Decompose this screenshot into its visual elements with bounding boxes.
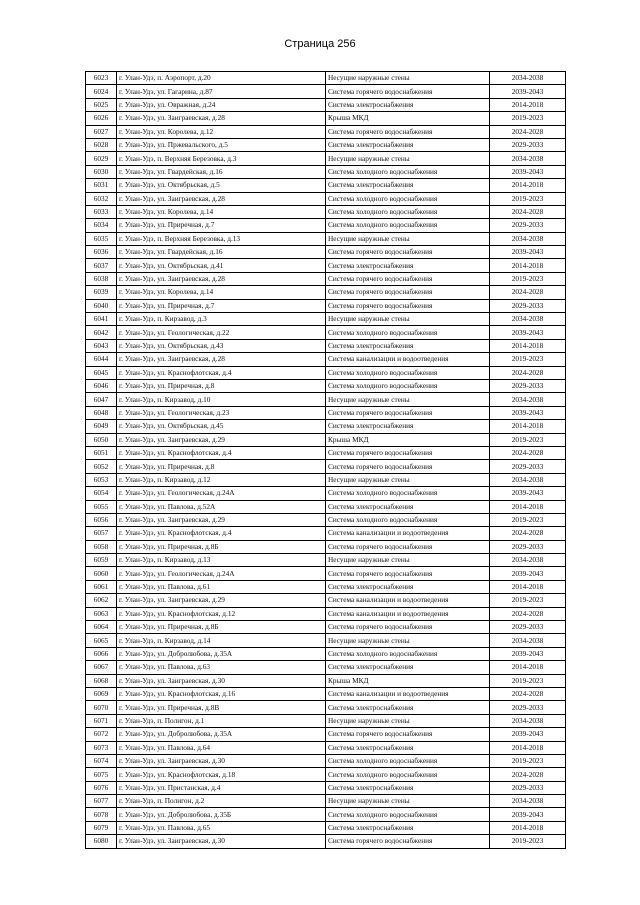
- period-cell: 2019-2023: [490, 112, 566, 125]
- period-cell: 2039-2043: [490, 246, 566, 259]
- work-type-cell: Несущие наружные стены: [326, 72, 490, 85]
- work-type-cell: Система холодного водоснабжения: [326, 192, 490, 205]
- period-cell: 2029-2033: [490, 460, 566, 473]
- table-row: [86, 179, 566, 192]
- work-type-cell: Система электроснабжения: [326, 701, 490, 714]
- row-number: 6047: [86, 393, 117, 406]
- row-number: 6075: [86, 768, 117, 781]
- address-cell: г. Улан-Удэ, ул. Пржевальского, д.5: [117, 138, 326, 151]
- table-row: [86, 313, 566, 326]
- row-number: 6074: [86, 754, 117, 767]
- page-title: Страница 256: [284, 38, 356, 50]
- table-row: [86, 286, 566, 299]
- address-cell: г. Улан-Удэ, ул. Приречная, д.7: [117, 219, 326, 232]
- table-row: [86, 246, 566, 259]
- work-type-cell: Система электроснабжения: [326, 580, 490, 593]
- address-cell: г. Улан-Удэ, ул. Гвардейская, д.16: [117, 165, 326, 178]
- work-type-cell: Система электроснабжения: [326, 138, 490, 151]
- row-number: 6064: [86, 621, 117, 634]
- row-number: 6049: [86, 420, 117, 433]
- period-cell: 2029-2033: [490, 299, 566, 312]
- address-cell: г. Улан-Удэ, п. Кирзавод, д.14: [117, 634, 326, 647]
- row-number: 6033: [86, 205, 117, 218]
- row-number: 6048: [86, 406, 117, 419]
- table-row: [86, 393, 566, 406]
- work-type-cell: Система канализации и водоотведения: [326, 607, 490, 620]
- address-cell: г. Улан-Удэ, ул. Геологическая, д.22: [117, 326, 326, 339]
- period-cell: 2034-2038: [490, 795, 566, 808]
- row-number: 6043: [86, 339, 117, 352]
- address-cell: г. Улан-Удэ, ул. Павлова, д.52А: [117, 500, 326, 513]
- period-cell: 2034-2038: [490, 634, 566, 647]
- address-cell: г. Улан-Удэ, п. Аэропорт, д.20: [117, 72, 326, 85]
- address-cell: г. Улан-Удэ, ул. Заиграевская, д.30: [117, 674, 326, 687]
- row-number: 6027: [86, 125, 117, 138]
- table-row: [86, 205, 566, 218]
- row-number: 6061: [86, 580, 117, 593]
- table-row: [86, 634, 566, 647]
- period-cell: 2039-2043: [490, 647, 566, 660]
- work-type-cell: Система холодного водоснабжения: [326, 379, 490, 392]
- period-cell: 2039-2043: [490, 85, 566, 98]
- address-cell: г. Улан-Удэ, ул. Пристанская, д.4: [117, 781, 326, 794]
- period-cell: 2019-2023: [490, 513, 566, 526]
- address-cell: г. Улан-Удэ, ул. Приречная, д.8Б: [117, 621, 326, 634]
- work-type-cell: Система канализации и водоотведения: [326, 594, 490, 607]
- address-cell: г. Улан-Удэ, ул. Заиграевская, д.28: [117, 192, 326, 205]
- table-row: [86, 647, 566, 660]
- table-row: [86, 754, 566, 767]
- work-type-cell: Система горячего водоснабжения: [326, 567, 490, 580]
- address-cell: г. Улан-Удэ, ул. Заиграевская, д.30: [117, 754, 326, 767]
- period-cell: 2029-2033: [490, 219, 566, 232]
- table-row: [86, 594, 566, 607]
- table-row: [86, 795, 566, 808]
- address-cell: г. Улан-Удэ, ул. Краснофлотская, д.18: [117, 768, 326, 781]
- work-type-cell: Несущие наружные стены: [326, 634, 490, 647]
- work-type-cell: Система электроснабжения: [326, 98, 490, 111]
- work-type-cell: Система холодного водоснабжения: [326, 754, 490, 767]
- table-row: [86, 714, 566, 727]
- period-cell: 2019-2023: [490, 433, 566, 446]
- period-cell: 2024-2028: [490, 527, 566, 540]
- row-number: 6073: [86, 741, 117, 754]
- table-row: [86, 232, 566, 245]
- row-number: 6028: [86, 138, 117, 151]
- table-row: [86, 728, 566, 741]
- work-type-cell: Система холодного водоснабжения: [326, 366, 490, 379]
- row-number: 6050: [86, 433, 117, 446]
- address-cell: г. Улан-Удэ, ул. Королева, д.12: [117, 125, 326, 138]
- work-type-cell: Система электроснабжения: [326, 661, 490, 674]
- address-cell: г. Улан-Удэ, ул. Заиграевская, д.29: [117, 433, 326, 446]
- table-row: [86, 540, 566, 553]
- work-type-cell: Система горячего водоснабжения: [326, 728, 490, 741]
- table-row: [86, 500, 566, 513]
- work-type-cell: Система холодного водоснабжения: [326, 647, 490, 660]
- period-cell: 2014-2018: [490, 179, 566, 192]
- table-row: [86, 353, 566, 366]
- row-number: 6071: [86, 714, 117, 727]
- period-cell: 2039-2043: [490, 487, 566, 500]
- row-number: 6039: [86, 286, 117, 299]
- row-number: 6056: [86, 513, 117, 526]
- work-type-cell: Система холодного водоснабжения: [326, 808, 490, 821]
- table-row: [86, 674, 566, 687]
- work-type-cell: Система горячего водоснабжения: [326, 621, 490, 634]
- work-type-cell: Несущие наружные стены: [326, 473, 490, 486]
- period-cell: 2029-2033: [490, 621, 566, 634]
- period-cell: 2039-2043: [490, 326, 566, 339]
- address-cell: г. Улан-Удэ, ул. Краснофлотская, д.16: [117, 687, 326, 700]
- period-cell: 2024-2028: [490, 687, 566, 700]
- period-cell: 2029-2033: [490, 540, 566, 553]
- period-cell: 2034-2038: [490, 72, 566, 85]
- work-type-cell: Система холодного водоснабжения: [326, 768, 490, 781]
- address-cell: г. Улан-Удэ, ул. Геологическая, д.23: [117, 406, 326, 419]
- row-number: 6063: [86, 607, 117, 620]
- address-cell: г. Улан-Удэ, ул. Добролюбова, д.35А: [117, 728, 326, 741]
- work-type-cell: Несущие наружные стены: [326, 393, 490, 406]
- row-number: 6023: [86, 72, 117, 85]
- address-cell: г. Улан-Удэ, п. Кирзавод, д.10: [117, 393, 326, 406]
- row-number: 6078: [86, 808, 117, 821]
- table-row: [86, 741, 566, 754]
- table-row: [86, 165, 566, 178]
- row-number: 6080: [86, 835, 117, 848]
- address-cell: г. Улан-Удэ, ул. Добролюбова, д.35А: [117, 647, 326, 660]
- address-cell: г. Улан-Удэ, ул. Октябрьская, д.43: [117, 339, 326, 352]
- table-row: [86, 607, 566, 620]
- table-row: [86, 72, 566, 85]
- row-number: 6059: [86, 554, 117, 567]
- period-cell: 2024-2028: [490, 768, 566, 781]
- period-cell: 2034-2038: [490, 714, 566, 727]
- work-type-cell: Система холодного водоснабжения: [326, 513, 490, 526]
- row-number: 6038: [86, 272, 117, 285]
- period-cell: 2039-2043: [490, 567, 566, 580]
- period-cell: 2014-2018: [490, 741, 566, 754]
- table-row: [86, 85, 566, 98]
- period-cell: 2014-2018: [490, 339, 566, 352]
- work-type-cell: Система канализации и водоотведения: [326, 527, 490, 540]
- row-number: 6044: [86, 353, 117, 366]
- table-row: [86, 527, 566, 540]
- period-cell: 2014-2018: [490, 420, 566, 433]
- row-number: 6070: [86, 701, 117, 714]
- address-cell: г. Улан-Удэ, ул. Октябрьская, д.41: [117, 259, 326, 272]
- registry-table: [85, 71, 566, 849]
- address-cell: г. Улан-Удэ, ул. Павлова, д.64: [117, 741, 326, 754]
- work-type-cell: Система канализации и водоотведения: [326, 687, 490, 700]
- table-row: [86, 446, 566, 459]
- row-number: 6045: [86, 366, 117, 379]
- work-type-cell: Система горячего водоснабжения: [326, 125, 490, 138]
- period-cell: 2019-2023: [490, 192, 566, 205]
- work-type-cell: Система канализации и водоотведения: [326, 353, 490, 366]
- table-row: [86, 98, 566, 111]
- address-cell: г. Улан-Удэ, ул. Гагарина, д.87: [117, 85, 326, 98]
- table-row: [86, 621, 566, 634]
- period-cell: 2029-2033: [490, 138, 566, 151]
- table-row: [86, 379, 566, 392]
- period-cell: 2014-2018: [490, 661, 566, 674]
- table-row: [86, 125, 566, 138]
- table-row: [86, 112, 566, 125]
- address-cell: г. Улан-Удэ, ул. Приречная, д.7: [117, 299, 326, 312]
- period-cell: 2024-2028: [490, 286, 566, 299]
- address-cell: г. Улан-Удэ, ул. Павлова, д.61: [117, 580, 326, 593]
- table-row: [86, 687, 566, 700]
- work-type-cell: Несущие наружные стены: [326, 313, 490, 326]
- table-row: [86, 513, 566, 526]
- row-number: 6052: [86, 460, 117, 473]
- registry-table-body: [86, 72, 566, 849]
- table-row: [86, 768, 566, 781]
- address-cell: г. Улан-Удэ, ул. Краснофлотская, д.4: [117, 366, 326, 379]
- period-cell: 2014-2018: [490, 580, 566, 593]
- address-cell: г. Улан-Удэ, ул. Королева, д.14: [117, 286, 326, 299]
- table-row: [86, 835, 566, 848]
- row-number: 6068: [86, 674, 117, 687]
- work-type-cell: Система горячего водоснабжения: [326, 299, 490, 312]
- work-type-cell: Система электроснабжения: [326, 339, 490, 352]
- row-number: 6060: [86, 567, 117, 580]
- address-cell: г. Улан-Удэ, ул. Краснофлотская, д.4: [117, 527, 326, 540]
- address-cell: г. Улан-Удэ, п. Кирзавод, д.13: [117, 554, 326, 567]
- work-type-cell: Система горячего водоснабжения: [326, 835, 490, 848]
- address-cell: г. Улан-Удэ, ул. Гвардейская, д.16: [117, 246, 326, 259]
- row-number: 6034: [86, 219, 117, 232]
- address-cell: г. Улан-Удэ, ул. Заиграевская, д.28: [117, 353, 326, 366]
- row-number: 6069: [86, 687, 117, 700]
- table-row: [86, 821, 566, 834]
- row-number: 6065: [86, 634, 117, 647]
- row-number: 6030: [86, 165, 117, 178]
- work-type-cell: Система горячего водоснабжения: [326, 540, 490, 553]
- work-type-cell: Система горячего водоснабжения: [326, 406, 490, 419]
- row-number: 6046: [86, 379, 117, 392]
- work-type-cell: Система горячего водоснабжения: [326, 85, 490, 98]
- work-type-cell: Система электроснабжения: [326, 741, 490, 754]
- table-row: [86, 433, 566, 446]
- table-row: [86, 406, 566, 419]
- work-type-cell: Система горячего водоснабжения: [326, 286, 490, 299]
- row-number: 6025: [86, 98, 117, 111]
- period-cell: 2029-2033: [490, 781, 566, 794]
- work-type-cell: Система холодного водоснабжения: [326, 165, 490, 178]
- period-cell: 2039-2043: [490, 406, 566, 419]
- period-cell: 2014-2018: [490, 500, 566, 513]
- period-cell: 2019-2023: [490, 674, 566, 687]
- row-number: 6076: [86, 781, 117, 794]
- row-number: 6024: [86, 85, 117, 98]
- row-number: 6042: [86, 326, 117, 339]
- period-cell: 2014-2018: [490, 259, 566, 272]
- period-cell: 2024-2028: [490, 125, 566, 138]
- work-type-cell: Крыша МКД: [326, 433, 490, 446]
- address-cell: г. Улан-Удэ, ул. Краснофлотская, д.4: [117, 446, 326, 459]
- address-cell: г. Улан-Удэ, ул. Заиграевская, д.28: [117, 272, 326, 285]
- work-type-cell: Система горячего водоснабжения: [326, 246, 490, 259]
- table-row: [86, 326, 566, 339]
- table-row: [86, 299, 566, 312]
- table-row: [86, 366, 566, 379]
- table-row: [86, 781, 566, 794]
- work-type-cell: Система электроснабжения: [326, 259, 490, 272]
- address-cell: г. Улан-Удэ, п. Кирзавод, д.12: [117, 473, 326, 486]
- row-number: 6036: [86, 246, 117, 259]
- table-row: [86, 661, 566, 674]
- work-type-cell: Несущие наружные стены: [326, 152, 490, 165]
- row-number: 6051: [86, 446, 117, 459]
- address-cell: г. Улан-Удэ, ул. Заиграевская, д.29: [117, 513, 326, 526]
- row-number: 6026: [86, 112, 117, 125]
- row-number: 6035: [86, 232, 117, 245]
- row-number: 6077: [86, 795, 117, 808]
- row-number: 6040: [86, 299, 117, 312]
- period-cell: 2034-2038: [490, 313, 566, 326]
- period-cell: 2034-2038: [490, 232, 566, 245]
- address-cell: г. Улан-Удэ, п. Верхняя Березовка, д.13: [117, 232, 326, 245]
- table-row: [86, 473, 566, 486]
- work-type-cell: Система горячего водоснабжения: [326, 272, 490, 285]
- period-cell: 2019-2023: [490, 353, 566, 366]
- address-cell: г. Улан-Удэ, ул. Заиграевская, д.30: [117, 835, 326, 848]
- work-type-cell: Несущие наружные стены: [326, 714, 490, 727]
- address-cell: г. Улан-Удэ, ул. Приречная, д.8: [117, 460, 326, 473]
- table-row: [86, 580, 566, 593]
- row-number: 6072: [86, 728, 117, 741]
- table-row: [86, 460, 566, 473]
- table-row: [86, 259, 566, 272]
- row-number: 6057: [86, 527, 117, 540]
- period-cell: 2024-2028: [490, 366, 566, 379]
- table-row: [86, 701, 566, 714]
- period-cell: 2024-2028: [490, 446, 566, 459]
- table-row: [86, 487, 566, 500]
- work-type-cell: Система холодного водоснабжения: [326, 487, 490, 500]
- address-cell: г. Улан-Удэ, ул. Приречная, д.8: [117, 379, 326, 392]
- address-cell: г. Улан-Удэ, ул. Овражная, д.24: [117, 98, 326, 111]
- table-row: [86, 567, 566, 580]
- row-number: 6066: [86, 647, 117, 660]
- address-cell: г. Улан-Удэ, ул. Заиграевская, д.28: [117, 112, 326, 125]
- table-row: [86, 152, 566, 165]
- row-number: 6053: [86, 473, 117, 486]
- period-cell: 2024-2028: [490, 205, 566, 218]
- address-cell: г. Улан-Удэ, ул. Добролюбова, д.35Б: [117, 808, 326, 821]
- address-cell: г. Улан-Удэ, ул. Павлова, д.63: [117, 661, 326, 674]
- work-type-cell: Крыша МКД: [326, 674, 490, 687]
- row-number: 6029: [86, 152, 117, 165]
- row-number: 6037: [86, 259, 117, 272]
- work-type-cell: Система горячего водоснабжения: [326, 460, 490, 473]
- period-cell: 2039-2043: [490, 728, 566, 741]
- period-cell: 2029-2033: [490, 379, 566, 392]
- address-cell: г. Улан-Удэ, ул. Приречная, д.8Б: [117, 540, 326, 553]
- period-cell: 2029-2033: [490, 701, 566, 714]
- row-number: 6067: [86, 661, 117, 674]
- address-cell: г. Улан-Удэ, ул. Краснофлотская, д.12: [117, 607, 326, 620]
- address-cell: г. Улан-Удэ, ул. Приречная, д.8В: [117, 701, 326, 714]
- address-cell: г. Улан-Удэ, ул. Геологическая, д.24А: [117, 567, 326, 580]
- period-cell: 2014-2018: [490, 821, 566, 834]
- address-cell: г. Улан-Удэ, п. Полигон, д.1: [117, 714, 326, 727]
- period-cell: 2024-2028: [490, 607, 566, 620]
- row-number: 6054: [86, 487, 117, 500]
- work-type-cell: Крыша МКД: [326, 112, 490, 125]
- row-number: 6032: [86, 192, 117, 205]
- row-number: 6031: [86, 179, 117, 192]
- work-type-cell: Несущие наружные стены: [326, 795, 490, 808]
- row-number: 6062: [86, 594, 117, 607]
- work-type-cell: Система горячего водоснабжения: [326, 446, 490, 459]
- row-number: 6079: [86, 821, 117, 834]
- work-type-cell: Система электроснабжения: [326, 179, 490, 192]
- address-cell: г. Улан-Удэ, ул. Геологическая, д.24А: [117, 487, 326, 500]
- period-cell: 2034-2038: [490, 152, 566, 165]
- work-type-cell: Система холодного водоснабжения: [326, 205, 490, 218]
- period-cell: 2019-2023: [490, 272, 566, 285]
- work-type-cell: Система электроснабжения: [326, 821, 490, 834]
- address-cell: г. Улан-Удэ, ул. Октябрьская, д.45: [117, 420, 326, 433]
- row-number: 6041: [86, 313, 117, 326]
- address-cell: г. Улан-Удэ, п. Полигон, д.2: [117, 795, 326, 808]
- work-type-cell: Несущие наружные стены: [326, 554, 490, 567]
- table-row: [86, 138, 566, 151]
- work-type-cell: Несущие наружные стены: [326, 232, 490, 245]
- table-row: [86, 808, 566, 821]
- table-row: [86, 219, 566, 232]
- period-cell: 2039-2043: [490, 808, 566, 821]
- period-cell: 2034-2038: [490, 554, 566, 567]
- period-cell: 2014-2018: [490, 98, 566, 111]
- address-cell: г. Улан-Удэ, ул. Октябрьская, д.5: [117, 179, 326, 192]
- period-cell: 2019-2023: [490, 835, 566, 848]
- work-type-cell: Система холодного водоснабжения: [326, 326, 490, 339]
- period-cell: 2034-2038: [490, 393, 566, 406]
- work-type-cell: Система электроснабжения: [326, 420, 490, 433]
- period-cell: 2019-2023: [490, 754, 566, 767]
- address-cell: г. Улан-Удэ, п. Кирзавод, д.3: [117, 313, 326, 326]
- address-cell: г. Улан-Удэ, ул. Заиграевская, д.29: [117, 594, 326, 607]
- table-row: [86, 339, 566, 352]
- row-number: 6055: [86, 500, 117, 513]
- period-cell: 2034-2038: [490, 473, 566, 486]
- table-row: [86, 420, 566, 433]
- work-type-cell: Система электроснабжения: [326, 500, 490, 513]
- table-row: [86, 554, 566, 567]
- row-number: 6058: [86, 540, 117, 553]
- address-cell: г. Улан-Удэ, ул. Королева, д.14: [117, 205, 326, 218]
- table-row: [86, 272, 566, 285]
- address-cell: г. Улан-Удэ, ул. Павлова, д.65: [117, 821, 326, 834]
- work-type-cell: Система холодного водоснабжения: [326, 219, 490, 232]
- work-type-cell: Система электроснабжения: [326, 781, 490, 794]
- period-cell: 2039-2043: [490, 165, 566, 178]
- address-cell: г. Улан-Удэ, п. Верхняя Березовка, д.3: [117, 152, 326, 165]
- table-row: [86, 192, 566, 205]
- period-cell: 2019-2023: [490, 594, 566, 607]
